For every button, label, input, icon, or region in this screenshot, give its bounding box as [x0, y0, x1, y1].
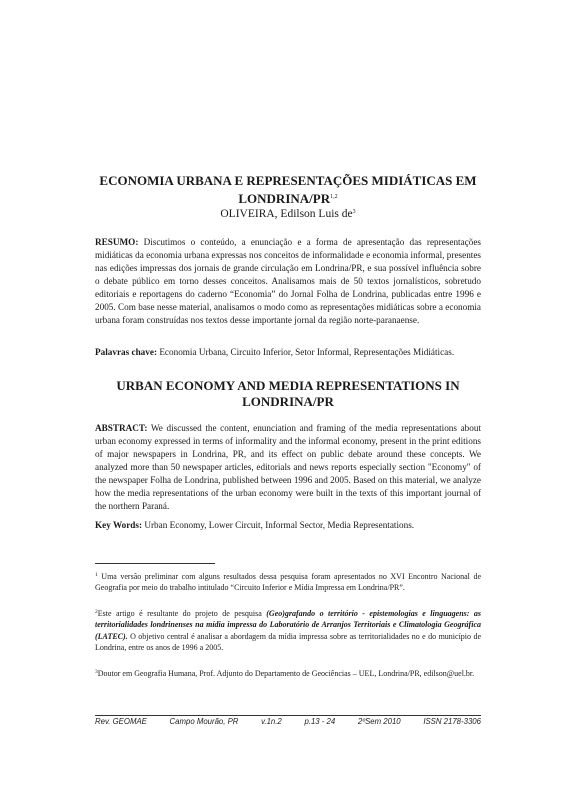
footnote-divider [95, 563, 215, 564]
footer-place: Campo Mourão, PR [169, 717, 239, 726]
footnote-3-text: Doutor em Geografia Humana, Prof. Adjunto do Departamento de Geociências – UEL, Londrina/PR, edilson@uel.br. [97, 669, 475, 678]
abstract-text: We discussed the content, enunciation and framing of the media representations about urban economy expressed in terms of informality and the informal economy, present in the print editions of major newspapers in Londrina, PR, and its effect on public debate around these concepts. We analyzed more than 50 newspaper articles, editorials and news reports especially section "Economy" of the newspaper Folha de Londrina, published between 1996 and 2005. Based on this material, we analyze how the media representations of the urban economy were built in the texts of this important journal of the northern Paraná. [95, 423, 481, 511]
footnote-2-project-title: (Geo)grafando o território - epistemologias e linguagens: as territorialidades londrinenses na mídia impressa do Laboratório de Arranjos Territoriais e Climatologia Geográfica (LATEC). [95, 609, 481, 641]
author-line [95, 205, 481, 221]
footnote-2-marker: 2 [95, 609, 98, 615]
footer-journal: Rev. GEOMAE [95, 717, 147, 726]
title-en-line1: URBAN ECONOMY AND MEDIA REPRESENTATIONS IN [116, 378, 460, 393]
palavras-chave-label: Palavras chave: [95, 347, 158, 357]
keywords-english [95, 519, 481, 532]
abstract-label: ABSTRACT: [95, 423, 148, 433]
footnote-1 [95, 570, 481, 594]
title-english [95, 378, 481, 410]
title-en-line2: LONDRINA/PR [242, 394, 334, 409]
footer-divider [95, 715, 481, 716]
footer-volume: v.1n.2 [261, 717, 282, 726]
title-footnote-marker: 1,2 [330, 194, 338, 200]
footnote-1-text: Uma versão preliminar com alguns resultados dessa pesquisa foram apresentados no XVI Encontro Nacional de Geografia por meio do trabalho intitulado “Circuito Inferior e Mídia Impressa em Londrina/PR”. [95, 572, 481, 593]
footnote-2-text-a: Este artigo é resultante do projeto de pesquisa [97, 609, 267, 618]
author-footnote-marker: 3 [352, 209, 356, 215]
footnote-1-marker: 1 [95, 572, 98, 578]
key-words-text: Urban Economy, Lower Circuit, Informal Sector, Media Representations. [142, 520, 415, 530]
resumo-label: RESUMO: [95, 237, 139, 247]
footer-issn: ISSN 2178-3306 [423, 717, 481, 726]
title-portuguese [95, 173, 481, 207]
page-footer [95, 717, 481, 727]
author-name: OLIVEIRA, Edilson Luis de [220, 208, 353, 220]
footnote-2 [95, 607, 481, 653]
footnote-3-marker: 3 [95, 669, 98, 675]
title-pt-line1: ECONOMIA URBANA E REPRESENTAÇÕES MIDIÁTICAS EM [99, 173, 477, 188]
abstract-english [95, 422, 481, 513]
footer-pages: p.13 - 24 [304, 717, 336, 726]
resumo-text: Discutimos o conteúdo, a enunciação e a forma de apresentação das representações midiáticas da economia urbana expressas nos conceitos de informalidade e economia informal, presentes nas edições impressas dos jornais de grande circulação em Londrina/PR, e sua possível influência sobre o debate público em torno desses conceitos. Analisamos mais de 50 textos jornalísticos, sobretudo editoriais e reportagens do caderno “Economia” do Jornal Folha de Londrina, publicadas entre 1996 e 2005. Com base nesse material, analisamos o modo como as representações midiáticas sobre a economia urbana foram construídas nos textos desse importante jornal da região norte-paranaense. [95, 237, 481, 325]
abstract-portuguese [95, 236, 481, 327]
keywords-portuguese [95, 346, 481, 359]
footnote-2-text-b: O objetivo central é analisar a abordagem da mídia impressa sobre as territorialidades no e do município de Londrina, entre os anos de 1996 a 2005. [95, 631, 481, 652]
footnote-3 [95, 667, 481, 679]
palavras-chave-text: Economia Urbana, Circuito Inferior, Setor Informal, Representações Midiáticas. [157, 347, 455, 357]
key-words-label: Key Words: [95, 520, 143, 530]
title-pt-line2-text: LONDRINA/PR [238, 191, 331, 206]
footer-semester: 2ºSem 2010 [357, 717, 401, 726]
